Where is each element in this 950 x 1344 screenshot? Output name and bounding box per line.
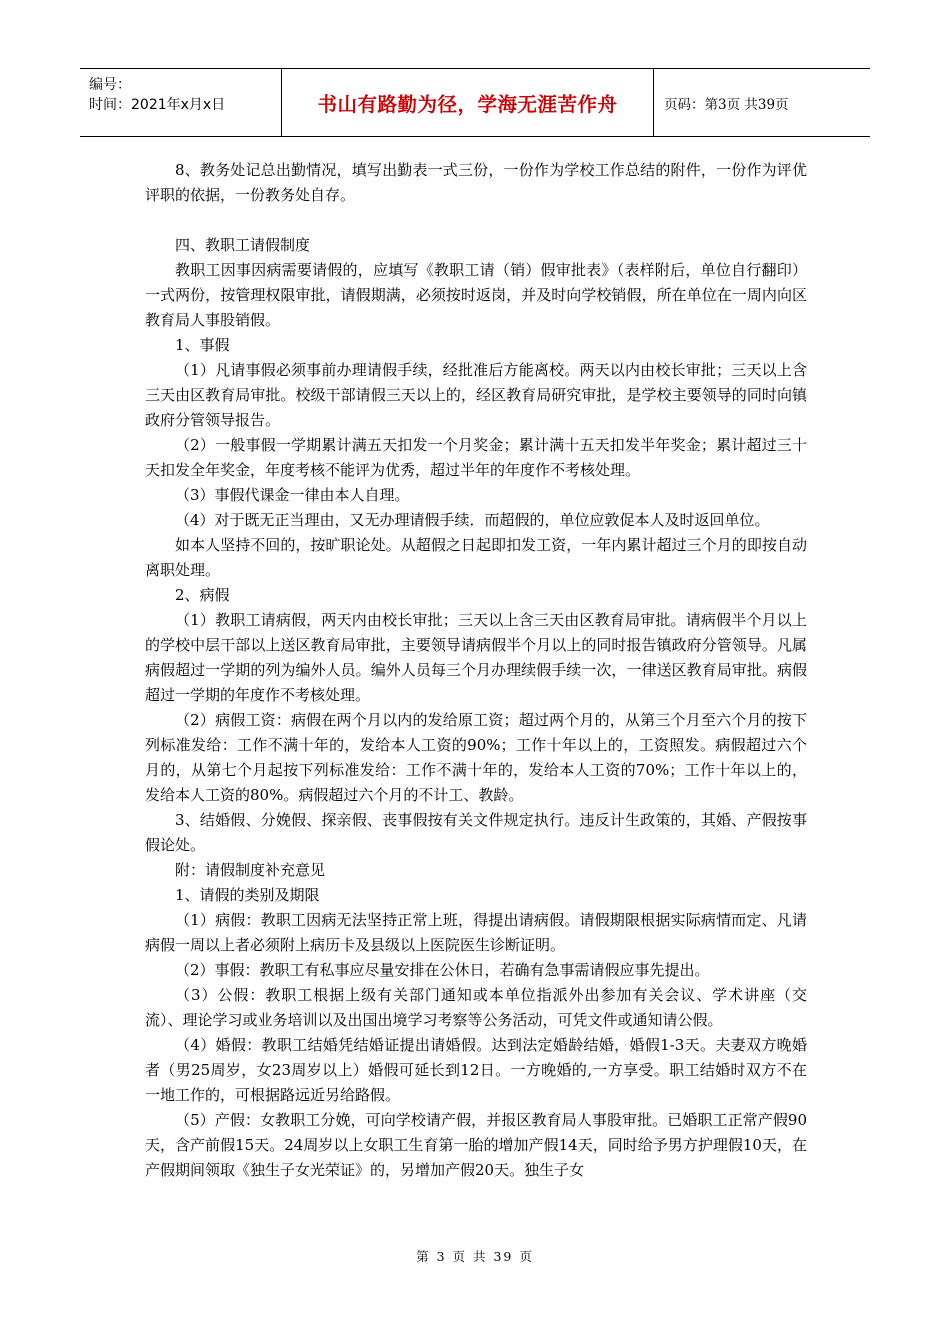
- header-motto: 书山有路勤为径，学海无涯苦作舟: [282, 69, 654, 136]
- paragraph-attendance-8: 8、教务处记总出勤情况，填写出勤表一式三份，一份作为学校工作总结的附件，一份作为评优评职的依据，一份教务处自存。: [145, 161, 807, 204]
- paragraph-personal-leave-3: （3）事假代课金一律由本人自理。: [175, 486, 410, 504]
- document-number-label: 编号：: [89, 77, 131, 93]
- paragraph-personal-leave-2: （2）一般事假一学期累计满五天扣发一个月奖金；累计满十五天扣发半年奖金；累计超过三十天扣发全年奖金，年度考核不能评为优秀，超过半年的年度作不考核处理。: [145, 436, 807, 479]
- paragraph-appendix-official: （3）公假：教职工根据上级有关部门通知或本单位指派外出参加有关会议、学术讲座（交流）、理论学习或业务培训以及出国出境学习考察等公务活动，可凭文件或通知请公假。: [145, 986, 807, 1029]
- paragraph-appendix-personal: （2）事假：教职工有私事应尽量安排在公休日，若确有急事需请假应事先提出。: [175, 961, 710, 979]
- page-header: [80, 68, 870, 137]
- subheading-personal-leave: 1、事假: [175, 336, 230, 354]
- header-meta: [80, 69, 282, 136]
- document-body: [145, 158, 807, 1183]
- paragraph-leave-intro: 教职工因事因病需要请假的，应填写《教职工请（销）假审批表》（表样附后，单位自行翻印）一式两份，按管理权限审批，请假期满，必须按时返岗，并及时向学校销假，所在单位在一周内向区教育局人事股销假。: [145, 261, 807, 329]
- paragraph-personal-leave-1: （1）凡请事假必须事前办理请假手续，经批准后方能离校。两天以内由校长审批；三天以上含三天由区教育局审批。校级干部请假三天以上的，经区教育局研究审批，是学校主要领导的同时向镇政府分管领导报告。: [145, 361, 807, 429]
- header-page-info: 页码：第3页 共39页: [664, 96, 789, 113]
- paragraph-sick-leave-2: （2）病假工资：病假在两个月以内的发给原工资；超过两个月的，从第三个月至六个月的按下列标准发给：工作不满十年的，发给本人工资的90%；工作十年以上的，工资照发。病假超过六个月的，从第七个月起按下列标准发给：工作不满十年的，发给本人工资的70%；工作十年以上的，发给本人工资的80%。病假超过六个月的不计工、教龄。: [145, 711, 807, 804]
- paragraph-sick-leave-1: （1）教职工请病假，两天内由校长审批；三天以上含三天由区教育局审批。请病假半个月以上的学校中层干部以上送区教育局审批，主要领导请病假半个月以上的同时报告镇政府分管领导。凡属病假超过一学期的列为编外人员。编外人员每三个月办理续假手续一次，一律送区教育局审批。病假超过一学期的年度作不考核处理。: [145, 611, 807, 704]
- paragraph-other-leave-3: 3、结婚假、分娩假、探亲假、丧事假按有关文件规定执行。违反计生政策的，其婚、产假按事假论处。: [145, 811, 807, 854]
- paragraph-personal-leave-4: （4）对于既无正当理由，又无办理请假手续．而超假的，单位应敦促本人及时返回单位。: [175, 511, 770, 529]
- document-date: 时间：2021年x月x日: [89, 97, 226, 113]
- appendix-heading: 附：请假制度补充意见: [175, 861, 326, 879]
- paragraph-appendix-marriage: （4）婚假：教职工结婚凭结婚证提出请婚假。达到法定婚龄结婚，婚假1-3天。夫妻双方晚婚者（男25周岁，女23周岁以上）婚假可延长到12日。一方晚婚的,一方享受。职工结婚时双方不在一地工作的，可根据路远近另给路假。: [145, 1036, 807, 1104]
- section-heading-leave-system: 四、教职工请假制度: [175, 236, 311, 254]
- paragraph-appendix-maternity: （5）产假：女教职工分娩，可向学校请产假，并报区教育局人事股审批。已婚职工正常产假90天，含产前假15天。24周岁以上女职工生育第一胎的增加产假14天，同时给予男方护理假10天，在产假期间领取《独生子女光荣证》的，另增加产假20天。独生子女: [145, 1111, 807, 1179]
- page-footer: 第 3 页 共 39 页: [416, 1249, 534, 1264]
- subheading-sick-leave: 2、病假: [175, 586, 230, 604]
- paragraph-appendix-sick: （1）病假：教职工因病无法坚持正常上班，得提出请病假。请假期限根据实际病情而定、凡请病假一周以上者必须附上病历卡及县级以上医院医生诊断证明。: [145, 911, 807, 954]
- appendix-subheading-types: 1、请假的类别及期限: [175, 886, 320, 904]
- paragraph-absence-penalty: 如本人坚持不回的，按旷职论处。从超假之日起即扣发工资，一年内累计超过三个月的即按自动离职处理。: [145, 536, 807, 579]
